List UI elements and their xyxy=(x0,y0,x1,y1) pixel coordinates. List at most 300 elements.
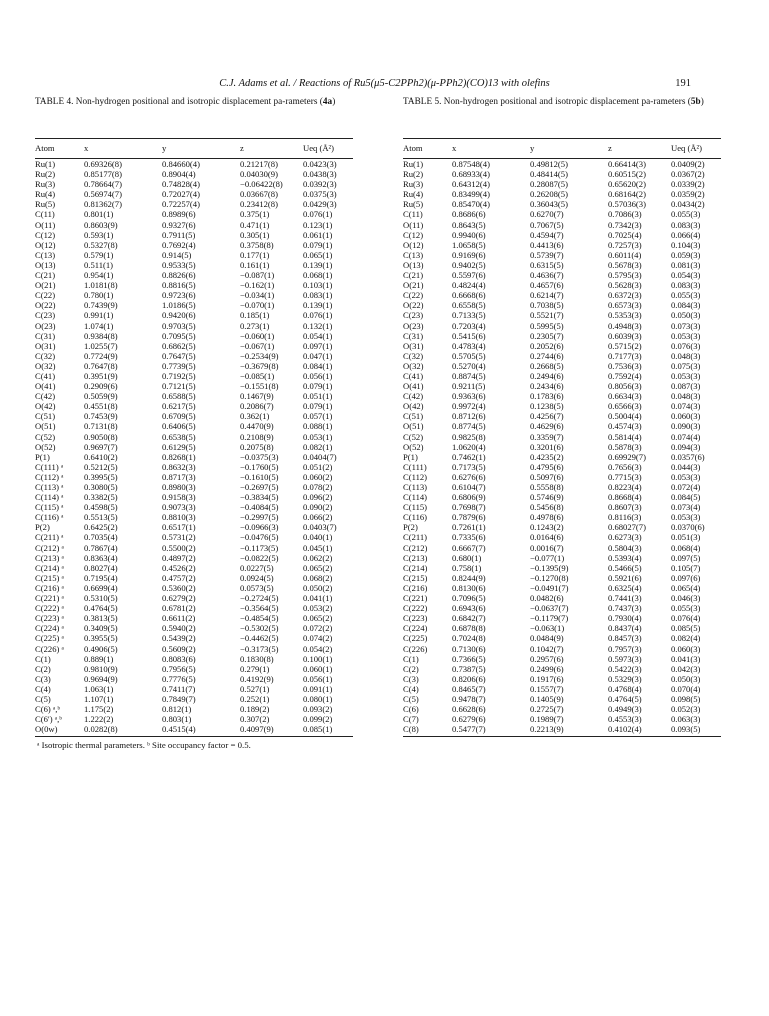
cell-x: 0.593(1) xyxy=(84,229,114,240)
cell-ueq: 0.051(2) xyxy=(303,461,333,472)
cell-z: 0.2108(9) xyxy=(240,431,274,442)
cell-atom: O(22) xyxy=(35,300,56,311)
cell-x: 0.85177(8) xyxy=(84,169,122,180)
cell-x: 0.9169(6) xyxy=(452,249,486,260)
cell-z: 0.23412(8) xyxy=(240,199,278,210)
table-row xyxy=(403,553,721,563)
cell-y: 0.4235(2) xyxy=(530,451,564,462)
cell-x: 0.3995(5) xyxy=(84,471,118,482)
cell-ueq: 0.045(1) xyxy=(303,542,333,553)
cell-z: 0.6372(3) xyxy=(608,290,642,301)
cell-atom: C(113) ᵃ xyxy=(35,482,64,492)
cell-atom: O(11) xyxy=(35,219,56,230)
cell-y: 0.8268(1) xyxy=(162,451,196,462)
cell-atom: C(2) xyxy=(403,663,419,674)
cell-x: 0.7462(1) xyxy=(452,451,486,462)
cell-y: 0.6270(7) xyxy=(530,209,564,220)
cell-z: 0.4948(3) xyxy=(608,320,642,331)
cell-x: 0.6806(9) xyxy=(452,492,486,503)
cell-z: −0.0375(3) xyxy=(240,451,279,462)
cell-z: −0.2534(9) xyxy=(240,350,279,361)
cell-z: 0.5878(3) xyxy=(608,441,642,452)
cell-atom: C(11) xyxy=(35,209,55,220)
cell-ueq: 0.050(2) xyxy=(303,582,333,593)
table-row xyxy=(403,401,721,411)
cell-ueq: 0.053(1) xyxy=(303,431,333,442)
cell-ueq: 0.054(2) xyxy=(303,643,333,654)
cell-y: 0.5995(5) xyxy=(530,320,564,331)
table-row xyxy=(403,704,721,714)
cell-y: 0.2725(7) xyxy=(530,704,564,715)
cell-x: 0.7879(6) xyxy=(452,512,486,523)
cell-atom: C(211) xyxy=(403,532,428,543)
cell-z: −0.0476(5) xyxy=(240,532,279,543)
cell-ueq: 0.0429(3) xyxy=(303,199,337,210)
table-row xyxy=(35,341,353,351)
cell-x: 0.5513(5) xyxy=(84,512,118,523)
cell-atom: C(6) xyxy=(403,704,419,715)
cell-y: 0.7647(5) xyxy=(162,350,196,361)
cell-ueq: 0.079(1) xyxy=(303,381,333,392)
cell-z: 0.362(1) xyxy=(240,411,270,422)
cell-atom: C(51) xyxy=(403,411,424,422)
cell-y: 0.1243(2) xyxy=(530,522,564,533)
cell-x: 1.222(2) xyxy=(84,714,114,725)
cell-atom: C(31) xyxy=(35,330,56,341)
cell-ueq: 0.063(3) xyxy=(671,714,701,725)
cell-ueq: 0.065(2) xyxy=(303,562,333,573)
table-row xyxy=(403,694,721,704)
table-row xyxy=(35,300,353,310)
cell-x: 0.6878(8) xyxy=(452,623,486,634)
cell-z: 0.7437(3) xyxy=(608,603,642,614)
cell-ueq: 0.0423(3) xyxy=(303,159,337,169)
cell-x: 1.107(1) xyxy=(84,693,114,704)
cell-atom: O(41) xyxy=(403,381,424,392)
cell-y: 0.6709(5) xyxy=(162,411,196,422)
cell-atom: O(0w) xyxy=(35,724,84,737)
cell-atom: C(22) xyxy=(403,290,424,301)
cell-z: 0.5921(6) xyxy=(608,572,642,583)
cell-x: 0.9940(6) xyxy=(452,229,486,240)
cell-y: 0.5521(7) xyxy=(530,310,564,321)
cell-atom: C(41) xyxy=(403,370,424,381)
cell-atom: C(13) xyxy=(35,249,56,260)
cell-ueq: 0.139(1) xyxy=(303,300,333,311)
cell-ueq: 0.072(4) xyxy=(671,482,701,492)
cell-z: −0.1760(5) xyxy=(240,461,279,472)
cell-x: 0.7131(8) xyxy=(84,421,118,432)
cell-y: 0.2957(6) xyxy=(530,653,564,664)
table-5-caption-suffix: ) xyxy=(700,96,704,106)
cell-x: 0.7261(1) xyxy=(452,522,486,533)
cell-y: 0.6217(5) xyxy=(162,401,196,412)
cell-z: −0.085(1) xyxy=(240,370,275,381)
cell-atom: C(22) xyxy=(35,290,56,301)
cell-y: 0.7038(5) xyxy=(530,300,564,311)
table-row xyxy=(403,260,721,270)
cell-y: 0.8810(3) xyxy=(162,512,196,523)
cell-z: 0.177(1) xyxy=(240,249,270,260)
cell-atom: C(112) ᵃ xyxy=(35,471,64,482)
cell-z: 0.5628(3) xyxy=(608,280,642,291)
cell-y: 0.812(1) xyxy=(162,704,192,715)
cell-z: 0.8607(3) xyxy=(608,502,642,513)
table-row xyxy=(403,270,721,280)
cell-x: 0.7387(5) xyxy=(452,663,486,674)
cell-z: 0.6011(4) xyxy=(608,249,642,260)
table-row xyxy=(403,654,721,664)
table-row xyxy=(35,310,353,320)
table-5-header-row xyxy=(403,139,721,159)
cell-atom: C(116) xyxy=(403,512,428,523)
cell-x: 0.83499(4) xyxy=(452,189,490,200)
cell-y: 0.5746(9) xyxy=(530,492,564,503)
table-4-block xyxy=(35,96,353,750)
cell-ueq: 0.073(3) xyxy=(671,320,701,331)
cell-atom: C(114) xyxy=(403,492,428,503)
cell-ueq: 0.061(1) xyxy=(303,229,333,240)
cell-ueq: 0.0357(6) xyxy=(671,451,705,462)
cell-ueq: 0.0375(3) xyxy=(303,189,337,200)
cell-atom: C(113) xyxy=(403,482,428,492)
cell-y: 0.36043(5) xyxy=(530,199,568,210)
cell-atom: C(115) xyxy=(403,502,428,513)
table-row xyxy=(403,714,721,724)
cell-y: 0.4978(6) xyxy=(530,512,564,523)
cell-x: 0.6628(6) xyxy=(452,704,486,715)
cell-ueq: 0.050(3) xyxy=(671,673,701,684)
cell-ueq: 0.075(3) xyxy=(671,360,701,371)
cell-y: 0.8632(3) xyxy=(162,461,196,472)
cell-atom: C(226) ᵃ xyxy=(35,643,64,654)
cell-y: 0.2494(6) xyxy=(530,370,564,381)
cell-z: −0.3679(8) xyxy=(240,360,279,371)
cell-ueq: 0.083(3) xyxy=(671,280,701,291)
cell-z: 0.57036(3) xyxy=(608,199,646,210)
cell-z: 0.6573(3) xyxy=(608,300,642,311)
cell-ueq: 0.056(1) xyxy=(303,370,333,381)
cell-ueq: 0.123(1) xyxy=(303,219,333,230)
cell-x: 0.3813(5) xyxy=(84,613,118,624)
cell-x: 0.6276(6) xyxy=(452,471,486,482)
cell-ueq: 0.081(3) xyxy=(671,259,701,270)
cell-x: 0.3382(5) xyxy=(84,492,118,503)
cell-y: −0.1270(8) xyxy=(530,572,569,583)
cell-y: 0.26208(5) xyxy=(530,189,568,200)
cell-z: −0.3834(5) xyxy=(240,492,279,503)
table-row xyxy=(35,633,353,643)
cell-y: 0.7192(5) xyxy=(162,370,196,381)
cell-x: 0.680(1) xyxy=(452,552,482,563)
cell-atom: Ru(3) xyxy=(35,179,56,190)
table-row xyxy=(35,240,353,250)
cell-y: 0.4636(7) xyxy=(530,270,564,281)
cell-x: 0.780(1) xyxy=(84,290,114,301)
cell-z: 0.5004(4) xyxy=(608,411,642,422)
cell-x: 0.3951(9) xyxy=(84,370,118,381)
table-4-header-y: y xyxy=(162,139,240,159)
cell-atom: C(2) xyxy=(35,663,51,674)
cell-y: 0.6214(7) xyxy=(530,290,564,301)
cell-y: 0.4657(6) xyxy=(530,280,564,291)
cell-atom: C(32) xyxy=(35,350,56,361)
table-row xyxy=(403,391,721,401)
cell-x: 0.9972(4) xyxy=(452,401,486,412)
cell-ueq: 0.080(1) xyxy=(303,693,333,704)
table-4-header-row xyxy=(35,139,353,159)
cell-atom: C(215) xyxy=(403,572,428,583)
cell-x: 0.9810(9) xyxy=(84,663,118,674)
cell-z: 0.4192(9) xyxy=(240,673,274,684)
cell-x: 0.8244(9) xyxy=(452,572,486,583)
cell-z: 0.8056(3) xyxy=(608,381,642,392)
cell-x: 0.7096(5) xyxy=(452,593,486,604)
cell-ueq: 0.087(3) xyxy=(671,381,701,392)
cell-z: 0.1830(8) xyxy=(240,653,274,664)
cell-z: −0.070(1) xyxy=(240,300,275,311)
cell-x: 0.2909(6) xyxy=(84,381,118,392)
cell-z: 0.0573(5) xyxy=(240,582,274,593)
cell-ueq: 0.053(3) xyxy=(671,370,701,381)
cell-atom: C(215) ᵃ xyxy=(35,572,64,583)
table-row xyxy=(403,411,721,421)
table-row xyxy=(35,270,353,280)
cell-x: 1.175(2) xyxy=(84,704,114,715)
table-row xyxy=(403,442,721,452)
cell-y: 0.5439(2) xyxy=(162,633,196,644)
cell-z: −0.5302(5) xyxy=(240,623,279,634)
table-row xyxy=(35,230,353,240)
cell-y: 1.0186(5) xyxy=(162,300,196,311)
cell-ueq: 0.0367(2) xyxy=(671,169,705,180)
cell-ueq: 0.068(2) xyxy=(303,572,333,583)
cell-ueq: 0.079(1) xyxy=(303,239,333,250)
cell-z: 0.1467(9) xyxy=(240,391,274,402)
cell-z: 0.307(2) xyxy=(240,714,270,725)
cell-atom: C(225) ᵃ xyxy=(35,633,64,644)
table-row xyxy=(35,421,353,431)
cell-y: 0.7411(7) xyxy=(162,683,196,694)
cell-atom: C(224) ᵃ xyxy=(35,623,64,634)
table-row xyxy=(35,563,353,573)
table-row xyxy=(403,230,721,240)
table-row xyxy=(403,684,721,694)
cell-y: 0.6129(5) xyxy=(162,441,196,452)
table-4 xyxy=(35,138,353,737)
cell-x: 0.7724(9) xyxy=(84,350,118,361)
cell-y: 0.5739(7) xyxy=(530,249,564,260)
table-row xyxy=(35,260,353,270)
cell-atom: C(213) ᵃ xyxy=(35,552,64,563)
table-row xyxy=(403,462,721,472)
cell-y: 0.4629(6) xyxy=(530,421,564,432)
cell-ueq: 0.105(7) xyxy=(671,562,701,573)
cell-z: −0.034(1) xyxy=(240,290,275,301)
cell-atom: P(2) xyxy=(403,522,418,533)
cell-y: 0.6315(5) xyxy=(530,259,564,270)
cell-ueq: 0.099(2) xyxy=(303,714,333,725)
cell-z: 0.5795(3) xyxy=(608,270,642,281)
cell-x: 0.9478(7) xyxy=(452,693,486,704)
cell-x: 0.8130(6) xyxy=(452,582,486,593)
cell-atom: C(51) xyxy=(35,411,56,422)
cell-z: 0.7086(3) xyxy=(608,209,642,220)
cell-y: 0.1238(5) xyxy=(530,401,564,412)
cell-x: 0.64312(4) xyxy=(452,179,490,190)
table-row xyxy=(403,674,721,684)
cell-x: 0.7133(5) xyxy=(452,310,486,321)
cell-ueq: 0.047(1) xyxy=(303,350,333,361)
cell-atom: Ru(3) xyxy=(403,179,424,190)
cell-z: −0.067(1) xyxy=(240,340,275,351)
cell-y: 0.7095(5) xyxy=(162,330,196,341)
cell-atom: C(221) ᵃ xyxy=(35,593,64,604)
cell-ueq: 0.053(3) xyxy=(671,512,701,523)
cell-ueq: 0.041(3) xyxy=(671,653,701,664)
table-5-caption-prefix: TABLE 5. Non-hydrogen positional and isotropic displacement pa-rameters ( xyxy=(403,96,691,106)
cell-ueq: 0.040(1) xyxy=(303,532,333,543)
cell-atom: C(52) xyxy=(403,431,424,442)
cell-x: 0.4824(4) xyxy=(452,280,486,291)
cell-x: 0.8712(6) xyxy=(452,411,486,422)
cell-x: 0.9402(5) xyxy=(452,259,486,270)
table-row xyxy=(403,209,721,219)
cell-y: 0.8826(6) xyxy=(162,270,196,281)
cell-ueq: 0.0339(2) xyxy=(671,179,705,190)
cell-z: −0.1173(5) xyxy=(240,542,279,553)
cell-y: 0.7121(5) xyxy=(162,381,196,392)
cell-ueq: 0.0392(3) xyxy=(303,179,337,190)
cell-z: 0.4102(4) xyxy=(608,724,671,737)
table-row xyxy=(403,532,721,542)
cell-z: 0.189(2) xyxy=(240,704,270,715)
cell-x: 0.9825(8) xyxy=(452,431,486,442)
cell-y: 0.9073(3) xyxy=(162,502,196,513)
cell-y: 0.3201(6) xyxy=(530,441,564,452)
cell-ueq: 0.097(5) xyxy=(671,552,701,563)
cell-atom: O(51) xyxy=(35,421,56,432)
cell-ueq: 0.096(2) xyxy=(303,492,333,503)
cell-y: 0.6517(1) xyxy=(162,522,196,533)
cell-y: 0.9158(3) xyxy=(162,492,196,503)
cell-x: 0.69326(8) xyxy=(84,159,122,169)
cell-ueq: 0.073(4) xyxy=(671,502,701,513)
cell-y: 0.6588(5) xyxy=(162,391,196,402)
cell-ueq: 0.057(1) xyxy=(303,411,333,422)
cell-y: 0.49812(5) xyxy=(530,159,568,169)
cell-y: 0.5609(2) xyxy=(162,643,196,654)
cell-atom: O(23) xyxy=(403,320,424,331)
cell-z: 0.21217(8) xyxy=(240,159,278,169)
cell-ueq: 0.139(1) xyxy=(303,259,333,270)
table-row xyxy=(403,573,721,583)
cell-z: 0.5393(4) xyxy=(608,552,642,563)
cell-ueq: 0.070(4) xyxy=(671,683,701,694)
cell-y: 0.0164(6) xyxy=(530,532,564,543)
cell-x: 0.8465(7) xyxy=(452,683,486,694)
cell-ueq: 0.066(2) xyxy=(303,512,333,523)
cell-x: 0.4783(4) xyxy=(452,340,486,351)
cell-y: 0.9420(6) xyxy=(162,310,196,321)
cell-x: 0.81362(7) xyxy=(84,199,122,210)
cell-atom: O(42) xyxy=(35,401,56,412)
cell-x: 0.7195(4) xyxy=(84,572,118,583)
table-row xyxy=(35,411,353,421)
cell-z: 0.65620(2) xyxy=(608,179,646,190)
cell-ueq: 0.065(2) xyxy=(303,613,333,624)
table-row xyxy=(35,220,353,230)
cell-atom: P(1) xyxy=(403,451,418,462)
cell-ueq: 0.132(1) xyxy=(303,320,333,331)
cell-ueq: 0.079(1) xyxy=(303,401,333,412)
cell-atom: C(116) ᵃ xyxy=(35,512,64,523)
cell-x: 0.8686(6) xyxy=(452,209,486,220)
cell-z: 0.5678(3) xyxy=(608,259,642,270)
cell-atom: C(5) xyxy=(35,693,51,704)
cell-x: 0.85470(4) xyxy=(452,199,490,210)
cell-x: 0.8643(5) xyxy=(452,219,486,230)
cell-z: 0.5804(3) xyxy=(608,542,642,553)
cell-z: −0.3173(5) xyxy=(240,643,279,654)
table-row xyxy=(403,472,721,482)
cell-z: −0.0822(5) xyxy=(240,552,279,563)
cell-x: 0.889(1) xyxy=(84,653,114,664)
cell-atom: O(51) xyxy=(403,421,424,432)
table-4-header-ueq: Ueq (Å²) xyxy=(303,139,353,159)
cell-ueq: 0.076(3) xyxy=(671,340,701,351)
cell-x: 0.7439(9) xyxy=(84,300,118,311)
table-row xyxy=(403,644,721,654)
cell-ueq: 0.062(2) xyxy=(303,552,333,563)
cell-z: 0.7715(3) xyxy=(608,471,642,482)
cell-x: 0.5415(6) xyxy=(452,330,486,341)
cell-atom: C(211) ᵃ xyxy=(35,532,64,543)
cell-x: 0.5705(5) xyxy=(452,350,486,361)
cell-x: 0.579(1) xyxy=(84,249,114,260)
table-5-caption xyxy=(403,96,721,120)
cell-x: 0.8603(9) xyxy=(84,219,118,230)
table-row xyxy=(403,633,721,643)
cell-atom: C(23) xyxy=(403,310,424,321)
cell-z: 0.6273(3) xyxy=(608,532,642,543)
cell-z: 0.5353(3) xyxy=(608,310,642,321)
cell-ueq: 0.072(2) xyxy=(303,623,333,634)
cell-x: 0.9363(6) xyxy=(452,391,486,402)
cell-y: 0.9723(6) xyxy=(162,290,196,301)
cell-z: 0.273(1) xyxy=(240,320,270,331)
table-row xyxy=(35,432,353,442)
table-row xyxy=(35,361,353,371)
table-4-header-z: z xyxy=(240,139,303,159)
cell-z: −0.2724(5) xyxy=(240,593,279,604)
cell-atom: Ru(2) xyxy=(35,169,56,180)
cell-atom: C(23) xyxy=(35,310,56,321)
cell-atom: C(226) xyxy=(403,643,428,654)
table-row xyxy=(403,179,721,189)
cell-y: 0.5360(2) xyxy=(162,582,196,593)
cell-y: 0.9703(5) xyxy=(162,320,196,331)
cell-x: 0.7867(4) xyxy=(84,542,118,553)
cell-x: 0.78664(7) xyxy=(84,179,122,190)
cell-z: 0.375(1) xyxy=(240,209,270,220)
cell-atom: C(222) ᵃ xyxy=(35,603,64,614)
table-row xyxy=(35,532,353,542)
cell-y: 0.8717(3) xyxy=(162,471,196,482)
table-4-compound: 4a xyxy=(322,96,333,106)
cell-x: 0.8363(4) xyxy=(84,552,118,563)
cell-z: 0.5422(3) xyxy=(608,663,642,674)
